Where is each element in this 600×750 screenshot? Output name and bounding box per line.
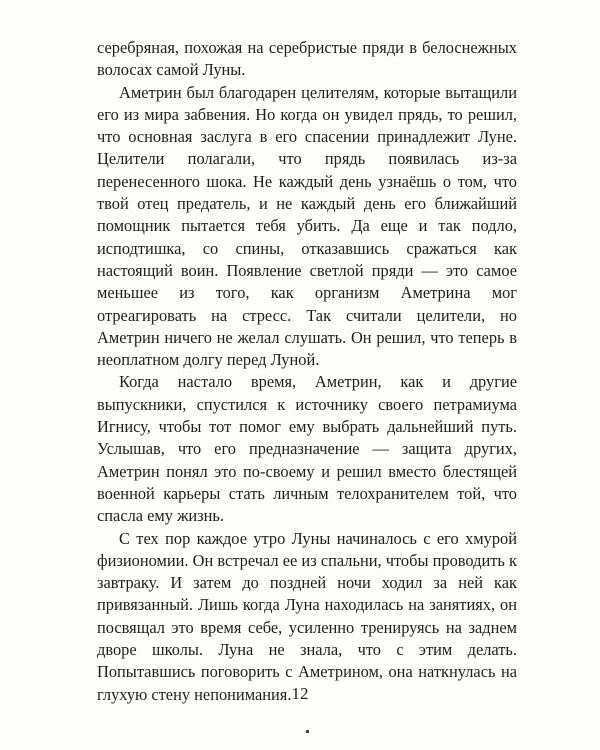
paragraph-graduation: Когда настало время, Аметрин, как и другие выпускники, спустился к источнику своего петрамиума Игнису, чтобы тот помог ему выбрать дальнейший путь. Услышав, что его предназначение — защита других, Аметрин понял это по-своему и решил вместо блестящей военной карьеры стать личным телохранителем той, что спасла ему жизнь. [97, 372, 517, 526]
page-number: 12 [291, 684, 309, 703]
paragraph-bodyguard: С тех пор каждое утро Луны начиналось с его хмурой физиономии. Он встречал ее из спальни, чтобы проводить к завтраку. И затем до поздней ночи ходил за ней как привязанный. Лишь когда Луна находилась на занятиях, он посвящал это время себе, усиленно тренируясь на заднем дворе школы. Луна не знала, что с этим делать. Попытавшись поговорить с Аметрином, она наткнулась на глухую стену непонимания. [97, 528, 517, 704]
paragraph-amethrin-gratitude: Аметрин был благодарен целителям, которые вытащили его из мира забвения. Но когда он увидел прядь, то решил, что основная заслуга в его спасении принадлежит Луне. Целители полагали, что прядь появилась из-за перенесенного шока. Не каждый день узнаёшь о том, что твой отец предатель, и не каждый день его ближайший помощник пытается тебя убить. Да еще и так подло, исподтишка, со спины, отказавшись сражаться как настоящий воин. Появление светлой пряди — это самое меньшее из того, как организм Аметрина мог отреагировать на стресс. Так считали целители, но Аметрин ничего не желал слушать. Он решил, что теперь в неоплатном долгу перед Луной. [97, 82, 517, 370]
page-body-text [97, 37, 517, 706]
paragraph-continuation: серебряная, похожая на серебристые пряди в белоснежных волосах самой Луны. [97, 38, 517, 80]
print-mark [306, 730, 309, 733]
